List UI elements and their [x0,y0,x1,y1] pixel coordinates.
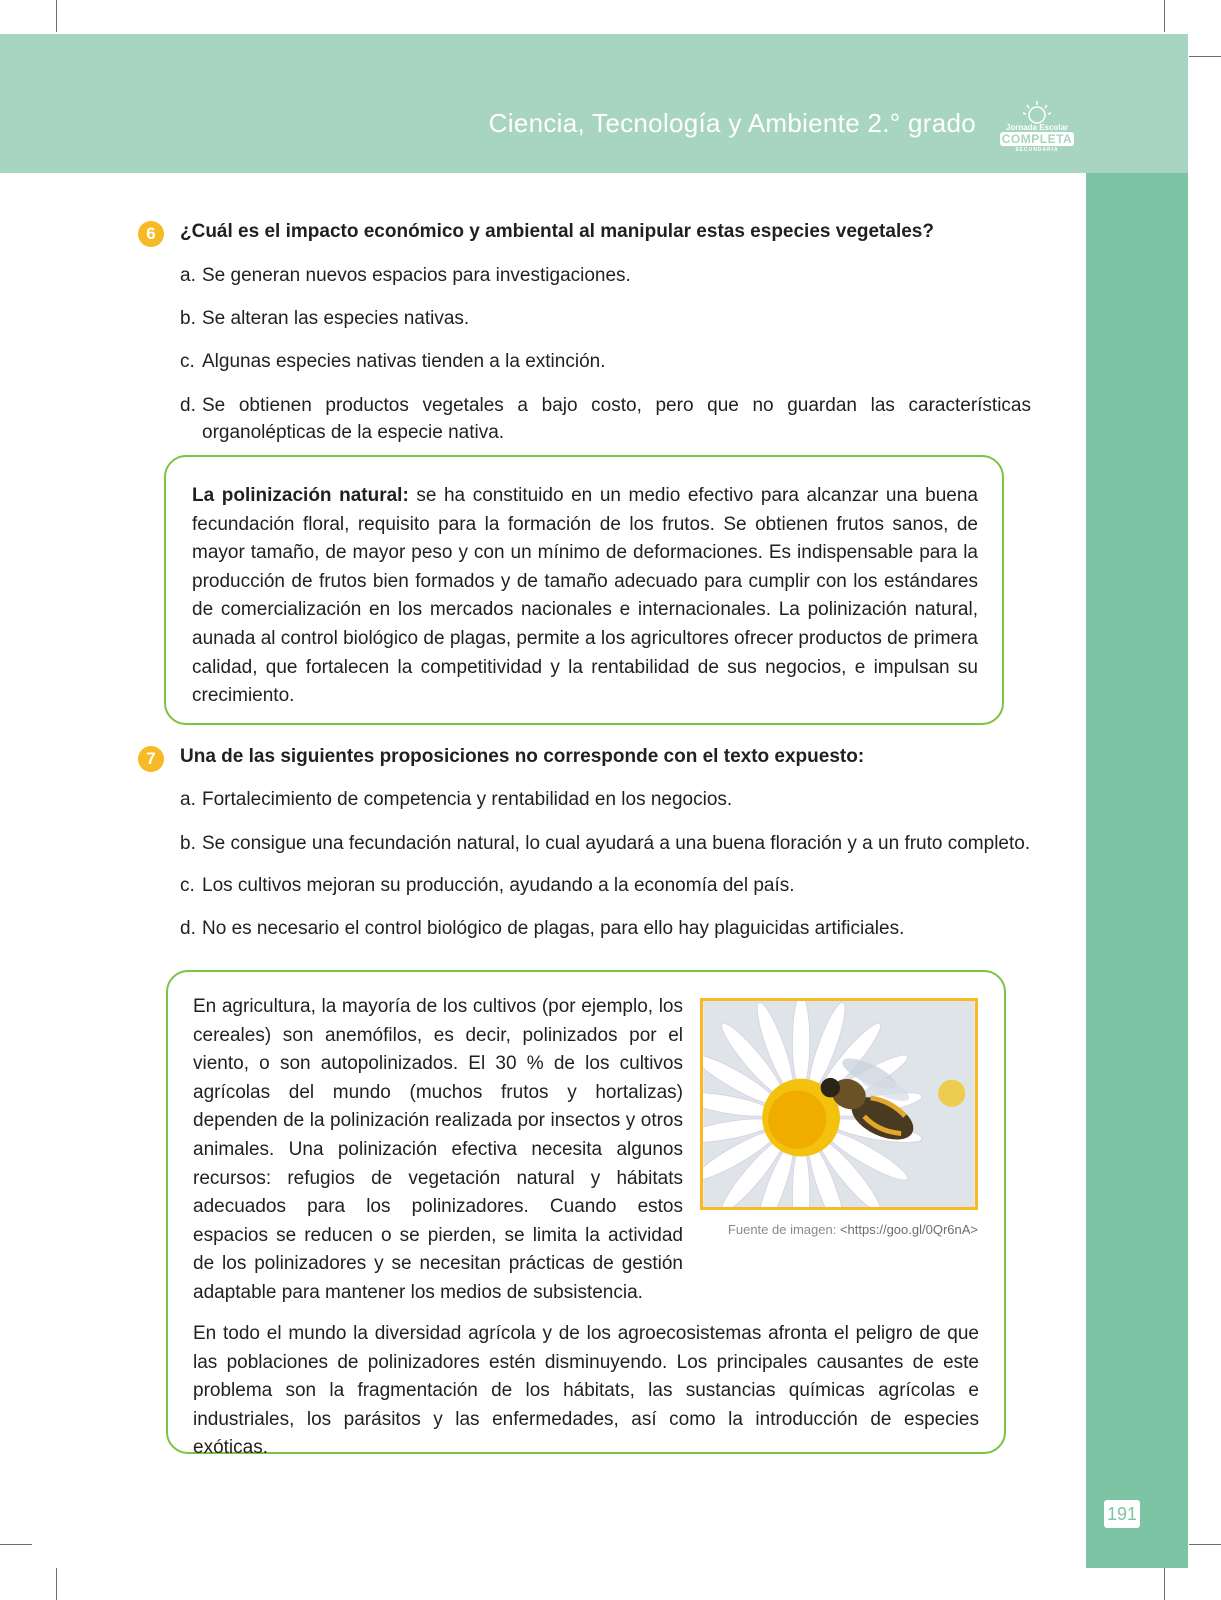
option-text: Se generan nuevos espacios para investigaciones. [202,265,631,286]
page-header-title: Ciencia, Tecnología y Ambiente 2.° grado [488,108,976,138]
page-number: 191 [1104,1500,1140,1528]
info-box-paragraph-2: En todo el mundo la diversidad agrícola y de los agroecosistemas afronta el peligro de que las poblaciones de polinizadores estén disminuyendo. Los principales causantes de este problema son la fragmentación de los hábitats, las sustancias químicas agrícolas e industriales, los parásitos y las enfermedades, así como la introducción de especies exóticas. [193,1323,979,1459]
option-letter: b. [180,308,196,329]
option-text: Algunas especies nativas tienden a la extinción. [202,351,606,372]
crop-mark [1189,1544,1221,1545]
option-letter: c. [180,875,195,896]
option-text: Se consigue una fecundación natural, lo cual ayudará a una buena floración y a un fruto completo. [202,833,1031,854]
option-letter: a. [180,265,196,286]
option-item [180,789,732,811]
option-text: Fortalecimiento de competencia y rentabilidad en los negocios. [202,789,733,810]
caption-url: <https://goo.gl/0Qr6nA> [839,1222,978,1237]
image-caption [728,1222,978,1237]
jornada-completa-logo [996,98,1078,158]
option-text: Se obtienen productos vegetales a bajo costo, pero que no guardan las características organolépticas de la especie nativa. [202,395,1031,443]
option-letter: c. [180,351,195,372]
option-letter: d. [180,395,196,416]
option-letter: a. [180,789,196,810]
option-item [180,918,904,940]
option-text: Los cultivos mejoran su producción, ayudando a la economía del país. [202,875,795,896]
option-item [180,351,605,373]
crop-mark [1164,1568,1165,1600]
option-item [180,833,1030,855]
info-box-body: se ha constituido en un medio efectivo para alcanzar una buena fecundación floral, requisito para la formación de los frutos. Se obtienen frutos sanos, de mayor tamaño, de mayor peso y con un mínimo de deformaciones. Es indispensable para la producción de frutos bien formados y de tamaño adecuado para cumplir con los estándares de comercialización en los mercados nacionales e internacionales. La polinización natural, aunada al control biológico de plagas, permite a los agricultores ofrecer productos de primera calidad, que fortalecen la competitividad y la rentabilidad de sus negocios, e impulsan su crecimiento. [192,485,978,707]
side-bar [1086,173,1188,1568]
caption-label: Fuente de imagen: [727,1222,840,1237]
bee-flower-icon [703,1001,975,1207]
option-item [180,392,1031,446]
option-letter: b. [180,833,196,854]
option-item [180,875,795,897]
bee-on-daisy-image [700,998,978,1210]
option-item [180,308,469,330]
question-title: ¿Cuál es el impacto económico y ambiental al manipular estas especies vegetales? [180,221,934,242]
option-letter: d. [180,918,196,939]
crop-mark [56,1568,57,1600]
option-text: Se alteran las especies nativas. [202,308,470,329]
crop-mark [1164,0,1165,32]
info-box-text [192,482,978,711]
crop-mark [1189,56,1221,57]
crop-mark [0,1544,32,1545]
question-number-badge: 7 [138,746,164,772]
info-box-term: La polinización natural: [192,485,409,506]
option-item [180,265,631,287]
logo-sub-text: SECUNDARIA [1015,147,1059,153]
logo-top-text: Jornada Escolar [1005,123,1069,132]
logo-main-text: COMPLETA [1001,132,1073,146]
question-title: Una de las siguientes proposiciones no corresponde con el texto expuesto: [180,746,865,767]
question-number-badge: 6 [138,221,164,247]
option-text: No es necesario el control biológico de plagas, para ello hay plaguicidas artificiales. [202,918,905,939]
crop-mark [56,0,57,32]
info-box-paragraph-1: En agricultura, la mayoría de los cultivos (por ejemplo, los cereales) son anemófilos, es decir, polinizados por el viento, o son autopolinizados. El 30 % de los cultivos agrícolas del mundo (muchos frutos y hortalizas) dependen de la polinización realizada por insectos y otros animales. Una polinización efectiva necesita algunos recursos: refugios de vegetación natural y hábitats adecuados para los polinizadores. Cuando estos espacios se reducen o se pierden, se limita la actividad de los polinizadores y se necesitan prácticas de gestión adaptable para mantener los medios de subsistencia. [193,996,683,1303]
